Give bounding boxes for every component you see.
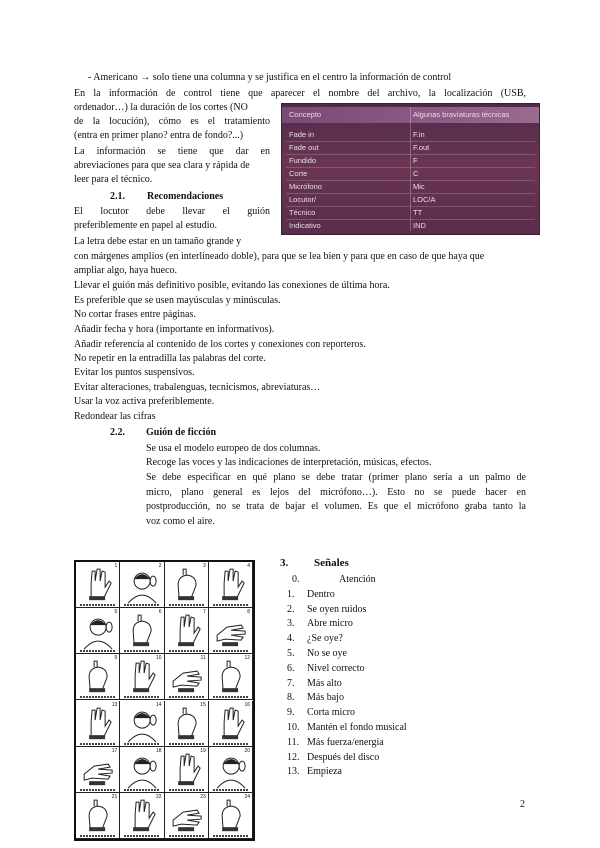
signal-label: ¿Se oye? (307, 633, 343, 645)
table-cell: LOC/A (413, 195, 436, 204)
signal-label: Mantén el fondo musical (307, 722, 407, 733)
signal-label: Corta micro (307, 707, 356, 719)
sign-number: 7 (202, 609, 206, 616)
sign-cell (76, 608, 120, 654)
recommendation-item: Redondear las cifras (74, 411, 156, 422)
table-cell: Locutor/ (289, 195, 317, 204)
sign-number: 18 (155, 747, 162, 754)
sign-caption (80, 696, 115, 698)
section-3-number: 3. (280, 557, 289, 569)
sign-cell (165, 747, 209, 793)
section-3-title: Señales (314, 557, 349, 569)
sign-caption (213, 650, 248, 652)
sign-number: 4 (247, 563, 250, 569)
table-header-concept: Concepto (289, 110, 322, 119)
sign-caption (169, 604, 204, 606)
signal-label: Más alto (307, 677, 342, 689)
sign-number: 21 (111, 793, 118, 800)
signal-label: Abre micro (307, 618, 353, 630)
table-cell: Indicativo (289, 221, 321, 230)
recommendation-line: La letra debe estar en un tamaño grande y (74, 236, 242, 247)
table-cell: TT (413, 208, 423, 217)
signal-number: 11. (287, 736, 300, 748)
section-22-title: Guión de ficción (146, 427, 217, 438)
sign-cell (165, 608, 209, 654)
fiction-line: Recoge las voces y las indicaciones de interpretación, músicas, efectos. (146, 457, 432, 468)
recommendation-item: Evitar alteraciones, trabalenguas, tecnicismos, abreviaturas… (74, 382, 321, 393)
signal-label: Más bajo (307, 692, 344, 704)
signal-label: Después del disco (307, 751, 380, 763)
signal-number: 6. (287, 662, 295, 674)
control-info-line: abreviaciones para que sea clara y rápida de (74, 160, 250, 171)
sign-cell (76, 747, 120, 793)
control-info-line: (entra en primer plano? entra de fondo?...) (74, 130, 244, 141)
signal-label: Más fuerza/energía (307, 736, 384, 748)
sign-number: 9 (114, 655, 118, 662)
sign-caption (213, 743, 248, 745)
sign-cell (209, 793, 253, 839)
page-number: 2 (520, 799, 525, 810)
sign-caption (124, 743, 159, 745)
sign-cell (209, 701, 253, 747)
sign-cell (120, 701, 164, 747)
control-info-line: ordenador…) la duración de los cortes (NO (74, 102, 248, 113)
recommendation-item: Añadir fecha y hora (importante en informativos). (74, 324, 275, 335)
recommendation-item: Evitar los puntos suspensivos. (74, 367, 195, 378)
control-info-line: La información se tiene que dar en (74, 146, 270, 157)
sign-caption (213, 835, 248, 837)
table-cell: Fundido (289, 156, 317, 165)
sign-cell (120, 747, 164, 793)
sign-cell (76, 701, 120, 747)
table-cell: Micrófono (289, 182, 322, 191)
sign-caption (124, 789, 159, 791)
table-cell: C (413, 169, 419, 178)
sign-number: 14 (155, 701, 162, 708)
signal-number: 9. (287, 707, 295, 719)
table-cell: Corte (289, 169, 308, 178)
section-21-title: Recomendaciones (147, 191, 224, 202)
sign-number: 2 (158, 563, 162, 569)
signal-label: Atención (339, 574, 376, 585)
signal-label: Nivel correcto (307, 662, 365, 674)
table-header-abbr: Algunas bravíaturas técnicas (413, 110, 510, 119)
signal-number: 12. (287, 751, 300, 763)
table-cell: F.in (413, 130, 425, 139)
sign-caption (124, 650, 159, 652)
sign-caption (213, 789, 248, 791)
signal-number: 2. (287, 603, 295, 615)
sign-caption (213, 696, 248, 698)
signal-number: 13. (287, 766, 300, 778)
abbreviations-table-image (281, 103, 540, 235)
table-cell: Fade out (289, 143, 319, 152)
recommendation-line: ampliar algo, haya hueco. (74, 265, 178, 276)
signal-number: 1. (287, 588, 295, 600)
signal-number: 10. (287, 722, 300, 733)
sign-number: 5 (114, 609, 118, 616)
sign-cell (209, 562, 253, 608)
sign-cell (120, 608, 164, 654)
sign-number: 13 (111, 701, 118, 708)
sign-cell (209, 654, 253, 700)
recommendation-item: No repetir en la entradilla las palabras del corte. (74, 353, 266, 364)
sign-caption (169, 835, 204, 837)
table-cell: F.out (413, 143, 430, 152)
sign-number: 17 (111, 747, 118, 754)
control-info-line: leer para el técnico. (74, 174, 153, 185)
sign-cell (120, 793, 164, 839)
recommendation-item: No cortar frases entre páginas. (74, 309, 196, 320)
sign-number: 1 (114, 563, 118, 569)
recommendation-line: El locutor debe llevar el guión (74, 206, 270, 217)
sign-number: 22 (155, 793, 162, 800)
signal-label: Dentro (307, 588, 335, 600)
section-22-number: 2.2. (110, 427, 125, 438)
sign-cell (209, 608, 253, 654)
signal-label: Se oyen ruidos (307, 603, 367, 615)
sign-cell (165, 793, 209, 839)
sign-number: 10 (155, 655, 162, 662)
sign-number: 15 (200, 701, 206, 708)
signal-number: 4. (287, 633, 295, 645)
sign-cell (165, 562, 209, 608)
fiction-line: voz como el aire. (146, 516, 215, 527)
sign-caption (80, 789, 115, 791)
table-cell: IND (413, 221, 426, 230)
signal-number: 3. (287, 618, 295, 630)
sign-cell (76, 793, 120, 839)
sign-number: 16 (244, 701, 250, 708)
sign-caption (213, 604, 248, 606)
table-cell: F (413, 156, 418, 165)
section-21-number: 2.1. (110, 191, 125, 202)
sign-number: 20 (244, 747, 250, 754)
column-divider (410, 107, 411, 231)
table-cell: Mic (413, 182, 425, 191)
sign-cell (165, 654, 209, 700)
sign-caption (124, 604, 159, 606)
sign-caption (80, 743, 115, 745)
signal-number: 0. (292, 574, 300, 585)
fiction-line: postproducción, no se trata de bajar el volumen. Es que el micrófono graba tanto la (146, 501, 526, 512)
sign-caption (169, 789, 204, 791)
sign-cell (76, 654, 120, 700)
sign-number: 12 (244, 655, 250, 662)
sign-cell (120, 562, 164, 608)
sign-caption (80, 835, 115, 837)
recommendation-item: Llevar el guión más definitivo posible, evitando las conexiones de última hora. (74, 280, 390, 291)
sign-caption (169, 650, 204, 652)
sign-caption (124, 835, 159, 837)
sign-number: 8 (247, 609, 250, 616)
sign-number: 23 (200, 793, 206, 800)
sign-cell (209, 747, 253, 793)
sign-number: 11 (200, 655, 206, 662)
sign-number: 3 (202, 563, 206, 569)
recommendation-item: Es preferible que se usen mayúsculas y minúsculas. (74, 295, 281, 306)
table-cell: Técnico (289, 208, 316, 217)
signal-number: 8. (287, 692, 295, 704)
table-cell: Fade in (289, 130, 315, 139)
americano-line: - Americano → solo tiene una columna y se justifica en el centro la información de control (88, 72, 452, 83)
recommendation-line: con márgenes amplios (en interlineado doble), para que se lea bien y para que en caso de que haya que (74, 251, 485, 262)
recommendation-line: preferiblemente en papel al estudio. (74, 220, 217, 231)
sign-cell (165, 701, 209, 747)
sign-caption (80, 604, 115, 606)
sign-number: 19 (200, 747, 206, 754)
signal-number: 7. (287, 677, 295, 689)
signal-number: 5. (287, 648, 295, 659)
sign-caption (169, 696, 204, 698)
sign-caption (124, 696, 159, 698)
control-info-line: En la información de control tiene que aparecer el nombre del archivo, la localización (USB, (74, 88, 526, 99)
sign-cell (120, 654, 164, 700)
fiction-line: Se debe especificar en qué plano se debe tratar (primer plano sería a un palmo de (146, 472, 526, 483)
sign-number: 6 (158, 609, 162, 616)
recommendation-item: Añadir referencia al contenido de los cortes y conexiones con reporteros. (74, 339, 366, 350)
fiction-line: micro, plano general es lejos del micrófono…). Esto no se puede hacer en (146, 487, 526, 498)
studio-hand-signals-image (74, 560, 255, 841)
signal-label: No se oye (307, 648, 347, 659)
recommendation-item: Usar la voz activa preferiblemente. (74, 396, 215, 407)
control-info-line: de la locución), cómo es el tratamiento (74, 116, 270, 127)
sign-number: 24 (244, 793, 250, 800)
sign-caption (80, 650, 115, 652)
sign-caption (169, 743, 204, 745)
fiction-line: Se usa el modelo europeo de dos columnas. (146, 443, 321, 454)
signal-label: Empieza (307, 766, 342, 778)
sign-cell (76, 562, 120, 608)
